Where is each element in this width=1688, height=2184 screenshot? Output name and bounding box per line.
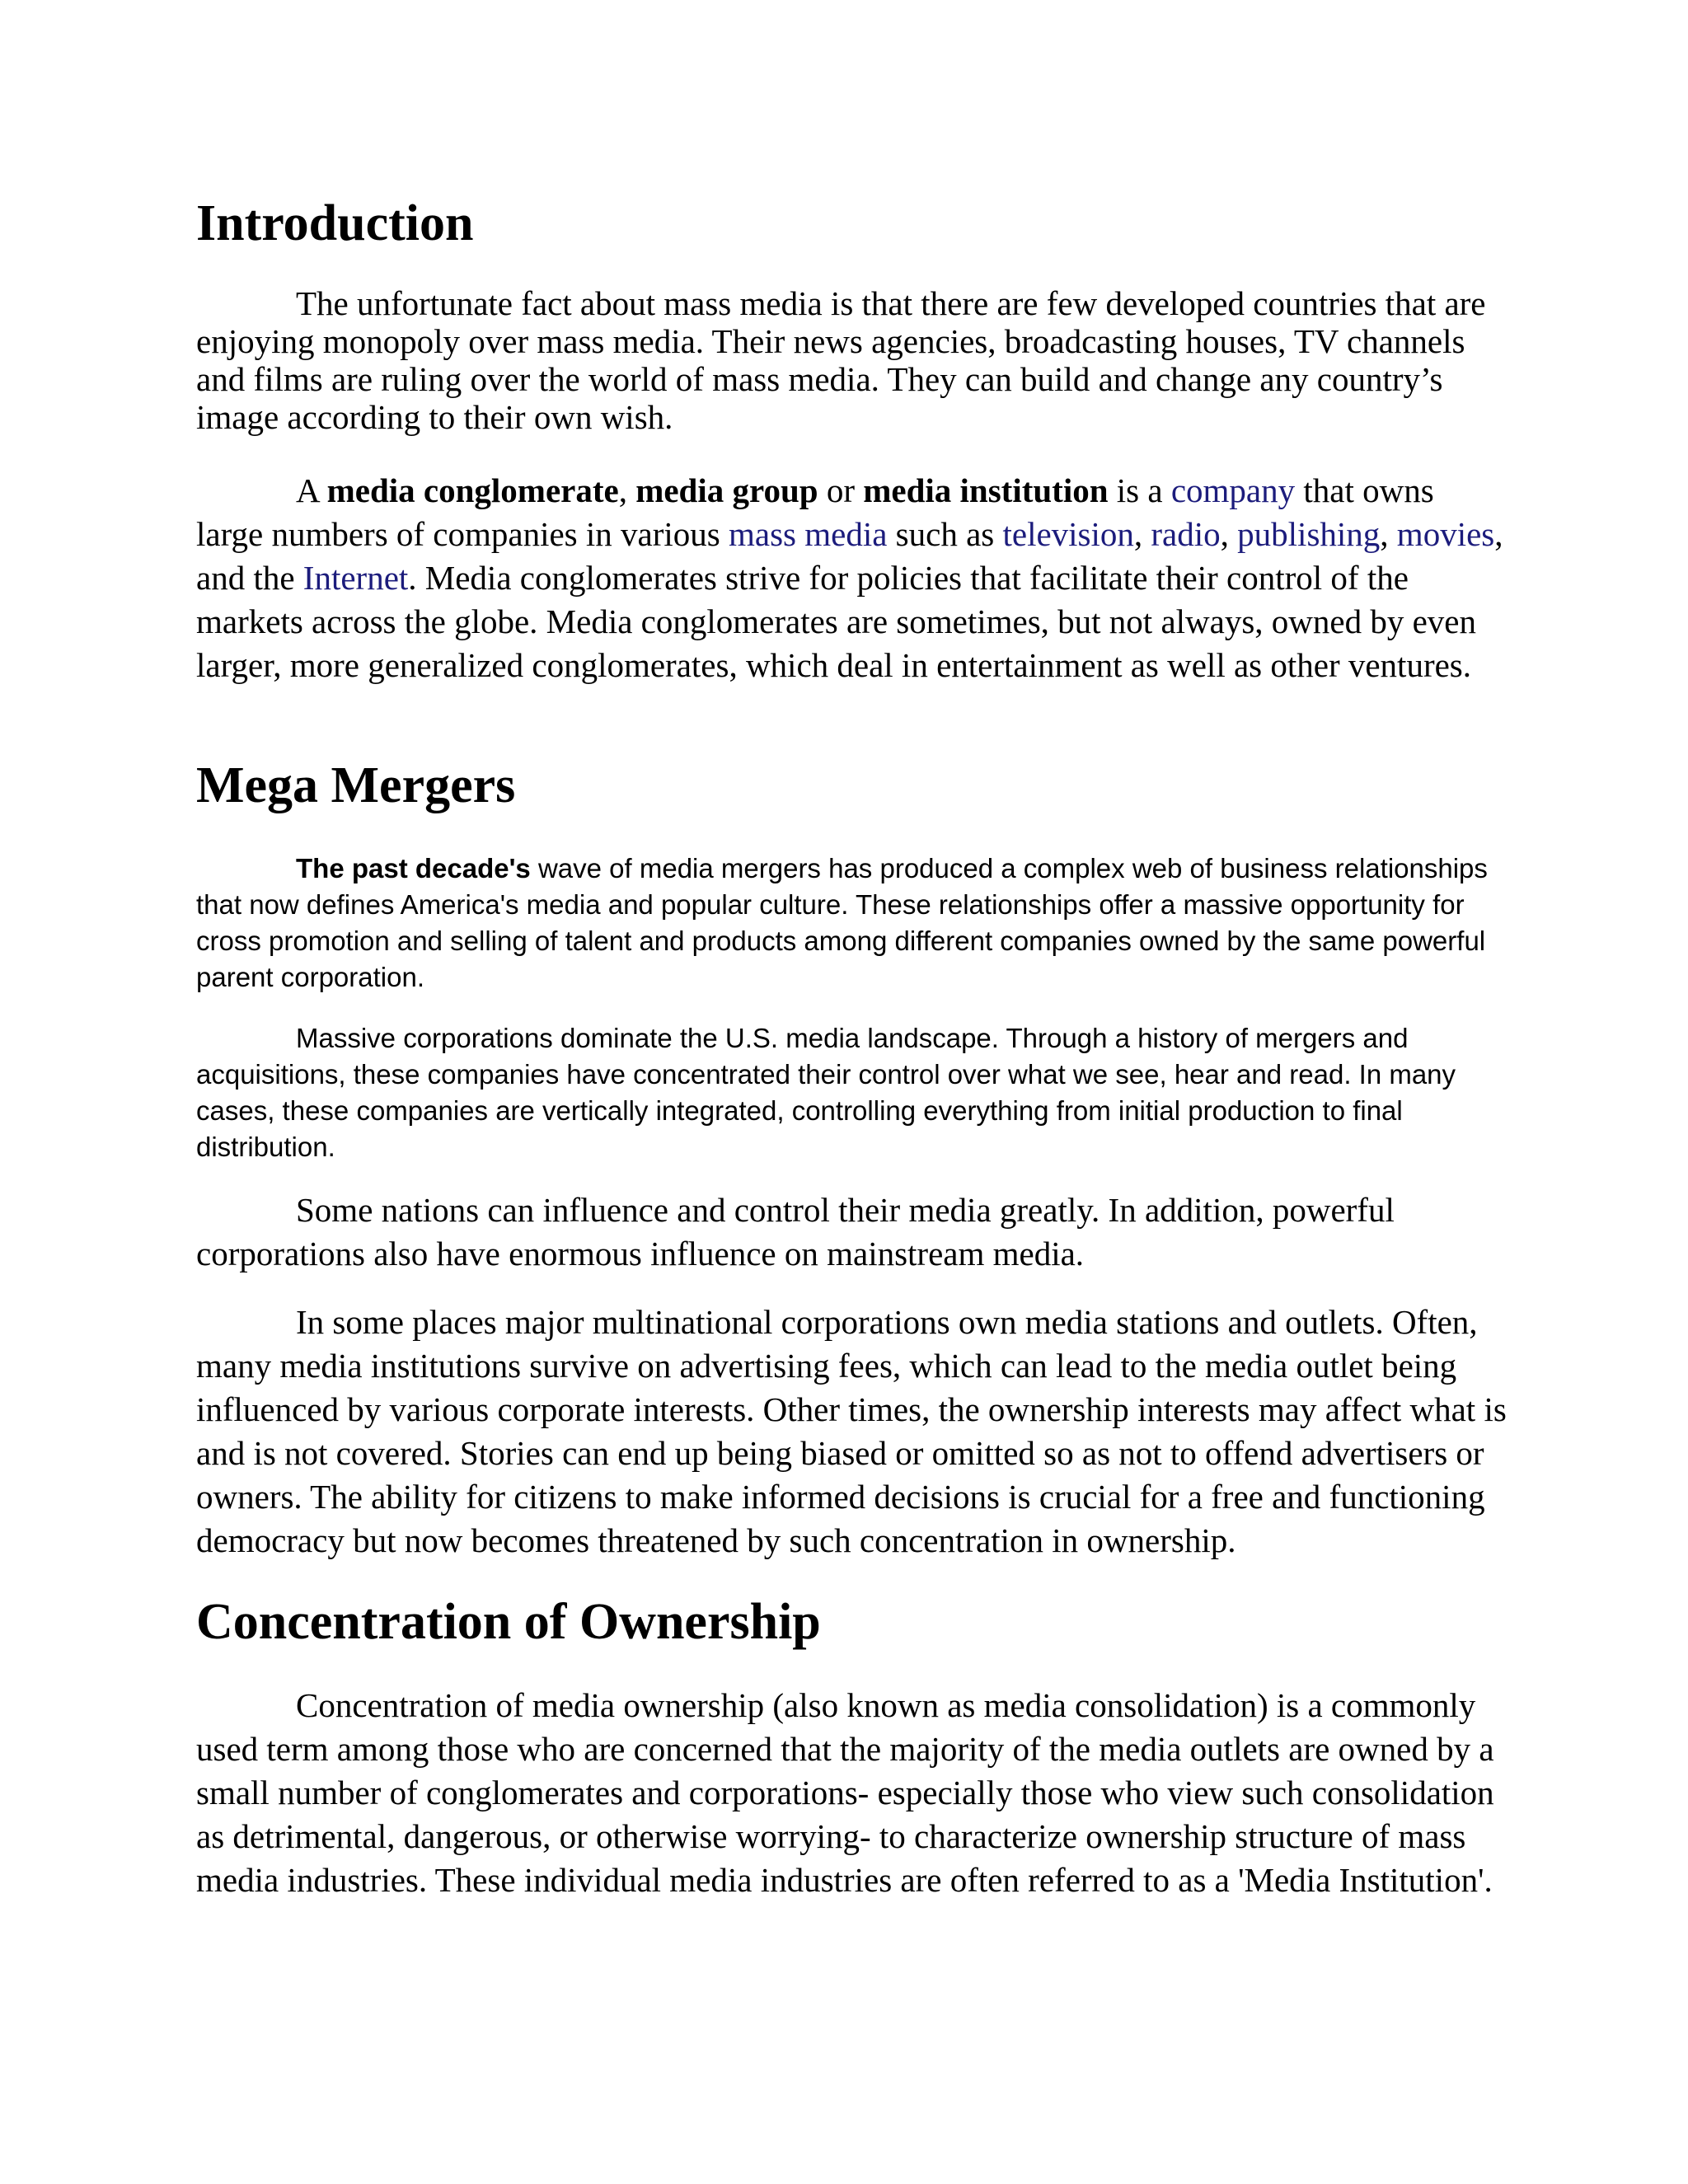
text-run: A	[296, 471, 327, 509]
text-run: , and the	[196, 515, 1503, 597]
link-internet[interactable]: Internet	[302, 559, 409, 597]
term-media-group: media group	[635, 471, 818, 509]
link-company[interactable]: company	[1170, 471, 1296, 509]
text-run: ,	[1133, 515, 1151, 553]
intro-paragraph-1: The unfortunate fact about mass media is that there are few developed countries that are enjoying monopoly over mass media. Their news agencies, broadcasting houses, TV channels and films are ruling over the world of mass media. They can build and change any country’s image according to their own wish.	[196, 284, 1486, 436]
term-media-conglomerate: media conglomerate	[326, 471, 619, 509]
text-run: that owns large numbers of companies in various	[196, 471, 1434, 553]
text-run: ,	[1380, 515, 1397, 553]
section-heading-concentration-of-ownership: Concentration of Ownership	[196, 1594, 821, 1650]
text-run: ,	[1220, 515, 1238, 553]
mega-paragraph-1	[196, 851, 1507, 996]
text-run: . Media conglomerates strive for policies that facilitate their control of the markets across the globe. Media conglomerates are sometimes, but not always, owned by even larger, more generalized conglomerates, which deal in entertainment as well as other ventures.	[196, 559, 1476, 684]
link-mass-media[interactable]: mass media	[728, 515, 888, 553]
link-television[interactable]: television	[1002, 515, 1134, 553]
document-page	[196, 190, 1507, 1902]
link-publishing[interactable]: publishing	[1237, 515, 1381, 553]
text-run: such as	[887, 515, 1003, 553]
mega-paragraph-3: Some nations can influence and control their media greatly. In addition, powerful corporations also have enormous influence on mainstream media.	[196, 1191, 1395, 1272]
text-run: is a	[1108, 471, 1171, 509]
mega-paragraph-2: Massive corporations dominate the U.S. media landscape. Through a history of mergers and acquisitions, these companies have concentrated their control over what we see, hear and read. In many cases, these companies are vertically integrated, controlling everything from initial production to final distribution.	[196, 1023, 1456, 1162]
mega-lead-bold: The past decade's	[296, 853, 531, 883]
mega-paragraph-4: In some places major multinational corporations own media stations and outlets. Often, many media institutions survive on advertising fees, which can lead to the media outlet being influenced by various corporate interests. Other times, the ownership interests may affect what is and is not covered. Stories can end up being biased or omitted so as not to offend advertisers or owners. The ability for citizens to make informed decisions is crucial for a free and functioning democracy but now becomes threatened by such concentration in ownership.	[196, 1303, 1507, 1559]
link-radio[interactable]: radio	[1151, 515, 1221, 553]
text-run: wave of media mergers has produced a complex web of business relationships that now defines America's media and popular culture. These relationships offer a massive opportunity for cross promotion and selling of talent and products among different companies owned by the same powerful parent corporation.	[196, 853, 1488, 992]
text-run: ,	[618, 471, 636, 509]
link-movies[interactable]: movies	[1396, 515, 1495, 553]
section-heading-mega-mergers: Mega Mergers	[196, 757, 516, 813]
intro-paragraph-2	[196, 469, 1507, 687]
term-media-institution: media institution	[863, 471, 1109, 509]
text-run: or	[818, 471, 864, 509]
section-heading-introduction: Introduction	[196, 195, 474, 251]
concentration-paragraph-1: Concentration of media ownership (also known as media consolidation) is a commonly used term among those who are concerned that the majority of the media outlets are owned by a small number of conglomerates and corporations- especially those who view such consolidation as detrimental, dangerous, or otherwise worrying- to characterize ownership structure of mass media industries. These individual media industries are often referred to as a 'Media Institution'.	[196, 1686, 1494, 1899]
